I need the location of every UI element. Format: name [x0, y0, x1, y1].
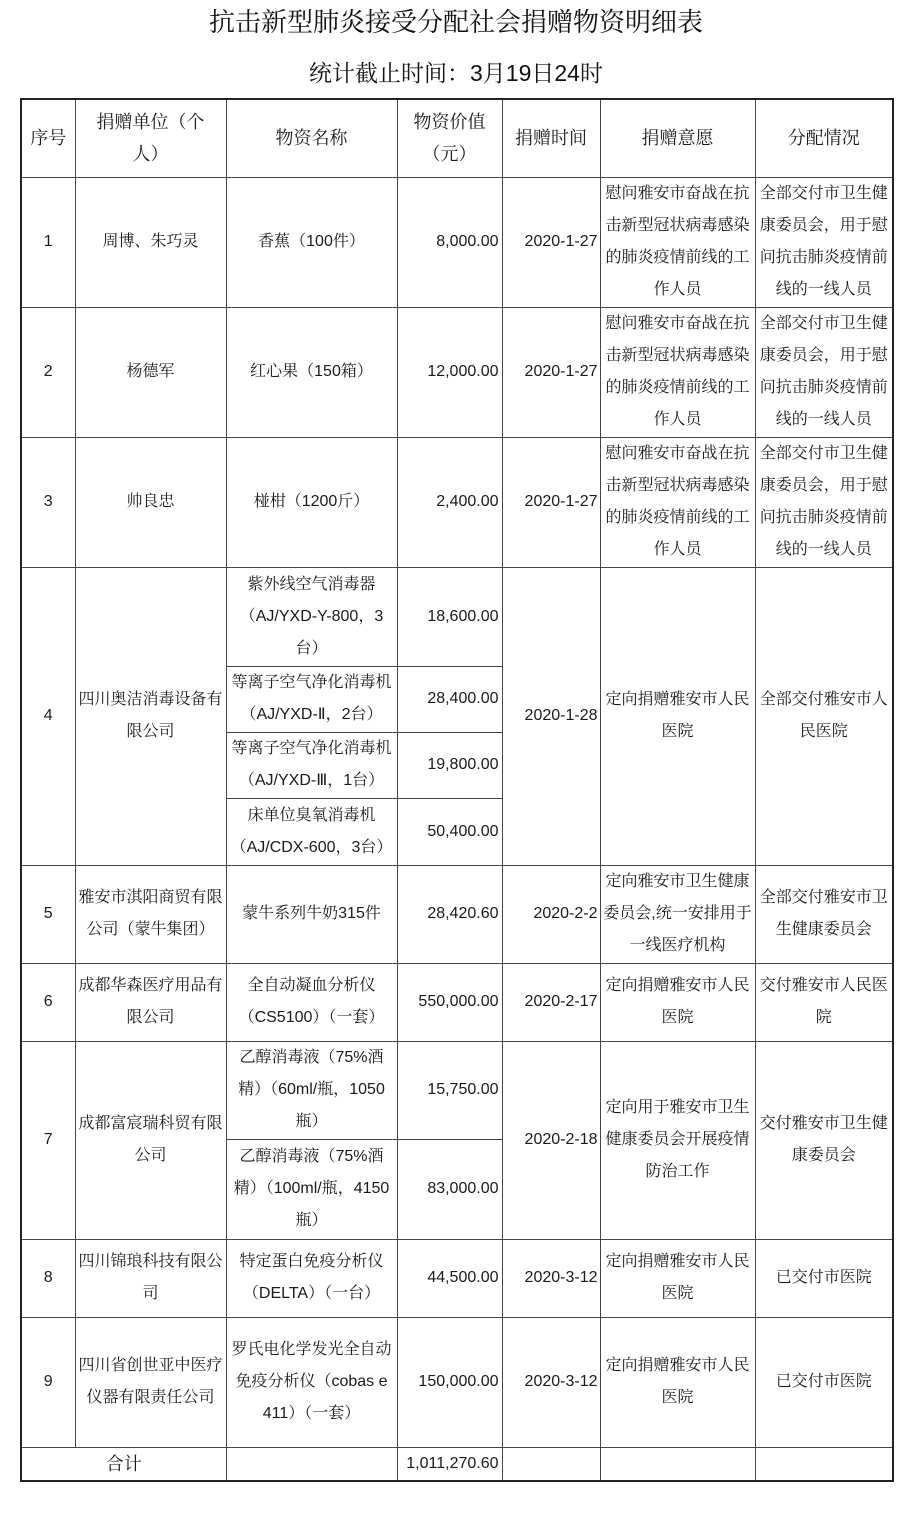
row-7-item-2-name: 乙醇消毒液（75%酒精）（100ml/瓶，4150瓶） — [226, 1139, 397, 1239]
row-2-intent: 慰问雅安市奋战在抗击新型冠状病毒感染的肺炎疫情前线的工作人员 — [600, 307, 755, 437]
row-6-allocation: 交付雅安市人民医院 — [755, 963, 893, 1041]
row-5-item-value: 28,420.60 — [397, 865, 502, 963]
header-seq: 序号 — [21, 99, 75, 177]
row-7-item-1-value: 15,750.00 — [397, 1041, 502, 1139]
row-5-intent: 定向雅安市卫生健康委员会,统一安排用于一线医疗机构 — [600, 865, 755, 963]
row-6-intent: 定向捐赠雅安市人民医院 — [600, 963, 755, 1041]
row-1-intent: 慰问雅安市奋战在抗击新型冠状病毒感染的肺炎疫情前线的工作人员 — [600, 177, 755, 307]
row-2-donor: 杨德军 — [75, 307, 226, 437]
row-8-date: 2020-3-12 — [502, 1239, 600, 1317]
row-1-item-value: 8,000.00 — [397, 177, 502, 307]
row-1-allocation: 全部交付市卫生健康委员会，用于慰问抗击肺炎疫情前线的一线人员 — [755, 177, 893, 307]
row-3-item-name: 椪柑（1200斤） — [226, 437, 397, 567]
row-1-item-name: 香蕉（100件） — [226, 177, 397, 307]
row-8-item-value: 44,500.00 — [397, 1239, 502, 1317]
row-4-item-2-name: 等离子空气净化消毒机（AJ/YXD-Ⅱ，2台） — [226, 666, 397, 732]
row-7-seq: 7 — [21, 1041, 75, 1239]
row-8-intent: 定向捐赠雅安市人民医院 — [600, 1239, 755, 1317]
row-4-date: 2020-1-28 — [502, 567, 600, 865]
row-8-donor: 四川锦琅科技有限公司 — [75, 1239, 226, 1317]
row-4-item-4-name: 床单位臭氧消毒机（AJ/CDX-600，3台） — [226, 798, 397, 865]
total-empty-intent-cell — [600, 1447, 755, 1481]
row-1-date: 2020-1-27 — [502, 177, 600, 307]
table-row — [21, 1041, 893, 1139]
row-7-intent: 定向用于雅安市卫生健康委员会开展疫情防治工作 — [600, 1041, 755, 1239]
row-9-item-name: 罗氏电化学发光全自动免疫分析仪（cobas e 411）（一套） — [226, 1317, 397, 1447]
header-date: 捐赠时间 — [502, 99, 600, 177]
row-7-date: 2020-2-18 — [502, 1041, 600, 1239]
row-4-item-3-name: 等离子空气净化消毒机（AJ/YXD-Ⅲ，1台） — [226, 732, 397, 798]
total-row — [21, 1447, 893, 1481]
row-4-seq: 4 — [21, 567, 75, 865]
row-5-donor: 雅安市淇阳商贸有限公司（蒙牛集团） — [75, 865, 226, 963]
row-2-allocation: 全部交付市卫生健康委员会，用于慰问抗击肺炎疫情前线的一线人员 — [755, 307, 893, 437]
row-8-item-name: 特定蛋白免疫分析仪（DELTA）（一台） — [226, 1239, 397, 1317]
total-label: 合计 — [21, 1447, 226, 1481]
row-6-item-value: 550,000.00 — [397, 963, 502, 1041]
table-row — [21, 1317, 893, 1447]
table-row — [21, 865, 893, 963]
row-3-seq: 3 — [21, 437, 75, 567]
total-empty-item-cell — [226, 1447, 397, 1481]
row-6-donor: 成都华森医疗用品有限公司 — [75, 963, 226, 1041]
row-3-donor: 帅良忠 — [75, 437, 226, 567]
row-1-seq: 1 — [21, 177, 75, 307]
total-value: 1,011,270.60 — [397, 1447, 502, 1481]
row-6-seq: 6 — [21, 963, 75, 1041]
row-3-date: 2020-1-27 — [502, 437, 600, 567]
header-item-value: 物资价值（元） — [397, 99, 502, 177]
row-1-donor: 周博、朱巧灵 — [75, 177, 226, 307]
row-4-intent: 定向捐赠雅安市人民医院 — [600, 567, 755, 865]
row-4-item-1-name: 紫外线空气消毒器（AJ/YXD-Y-800，3台） — [226, 567, 397, 666]
header-row — [21, 99, 893, 177]
row-9-allocation: 已交付市医院 — [755, 1317, 893, 1447]
row-8-allocation: 已交付市医院 — [755, 1239, 893, 1317]
row-6-item-name: 全自动凝血分析仪（CS5100）（一套） — [226, 963, 397, 1041]
header-intent: 捐赠意愿 — [600, 99, 755, 177]
row-5-date: 2020-2-2 — [502, 865, 600, 963]
row-2-date: 2020-1-27 — [502, 307, 600, 437]
header-donor: 捐赠单位（个人） — [75, 99, 226, 177]
row-3-intent: 慰问雅安市奋战在抗击新型冠状病毒感染的肺炎疫情前线的工作人员 — [600, 437, 755, 567]
row-6-date: 2020-2-17 — [502, 963, 600, 1041]
row-5-allocation: 全部交付雅安市卫生健康委员会 — [755, 865, 893, 963]
total-empty-allocation-cell — [755, 1447, 893, 1481]
table-row — [21, 437, 893, 567]
row-9-seq: 9 — [21, 1317, 75, 1447]
row-7-item-2-value: 83,000.00 — [397, 1139, 502, 1239]
row-7-allocation: 交付雅安市卫生健康委员会 — [755, 1041, 893, 1239]
row-3-item-value: 2,400.00 — [397, 437, 502, 567]
page-title: 抗击新型肺炎接受分配社会捐赠物资明细表 — [208, 7, 703, 37]
table-row — [21, 567, 893, 666]
row-9-intent: 定向捐赠雅安市人民医院 — [600, 1317, 755, 1447]
donation-table — [20, 98, 894, 1482]
row-4-item-3-value: 19,800.00 — [397, 732, 502, 798]
row-4-item-1-value: 18,600.00 — [397, 567, 502, 666]
table-row — [21, 177, 893, 307]
row-4-allocation: 全部交付雅安市人民医院 — [755, 567, 893, 865]
row-3-allocation: 全部交付市卫生健康委员会，用于慰问抗击肺炎疫情前线的一线人员 — [755, 437, 893, 567]
row-4-item-2-value: 28,400.00 — [397, 666, 502, 732]
table-row — [21, 1239, 893, 1317]
row-8-seq: 8 — [21, 1239, 75, 1317]
total-empty-date-cell — [502, 1447, 600, 1481]
table-row — [21, 963, 893, 1041]
row-4-donor: 四川奥洁消毒设备有限公司 — [75, 567, 226, 865]
header-allocation: 分配情况 — [755, 99, 893, 177]
table-row — [21, 307, 893, 437]
row-5-item-name: 蒙牛系列牛奶315件 — [226, 865, 397, 963]
row-2-item-value: 12,000.00 — [397, 307, 502, 437]
page-subtitle: 统计截止时间：3月19日24时 — [309, 60, 603, 86]
row-2-item-name: 红心果（150箱） — [226, 307, 397, 437]
row-9-date: 2020-3-12 — [502, 1317, 600, 1447]
row-2-seq: 2 — [21, 307, 75, 437]
row-4-item-4-value: 50,400.00 — [397, 798, 502, 865]
row-9-donor: 四川省创世亚中医疗仪器有限责任公司 — [75, 1317, 226, 1447]
row-7-item-1-name: 乙醇消毒液（75%酒精）（60ml/瓶，1050瓶） — [226, 1041, 397, 1139]
row-9-item-value: 150,000.00 — [397, 1317, 502, 1447]
row-5-seq: 5 — [21, 865, 75, 963]
row-7-donor: 成都富宸瑞科贸有限公司 — [75, 1041, 226, 1239]
header-item-name: 物资名称 — [226, 99, 397, 177]
